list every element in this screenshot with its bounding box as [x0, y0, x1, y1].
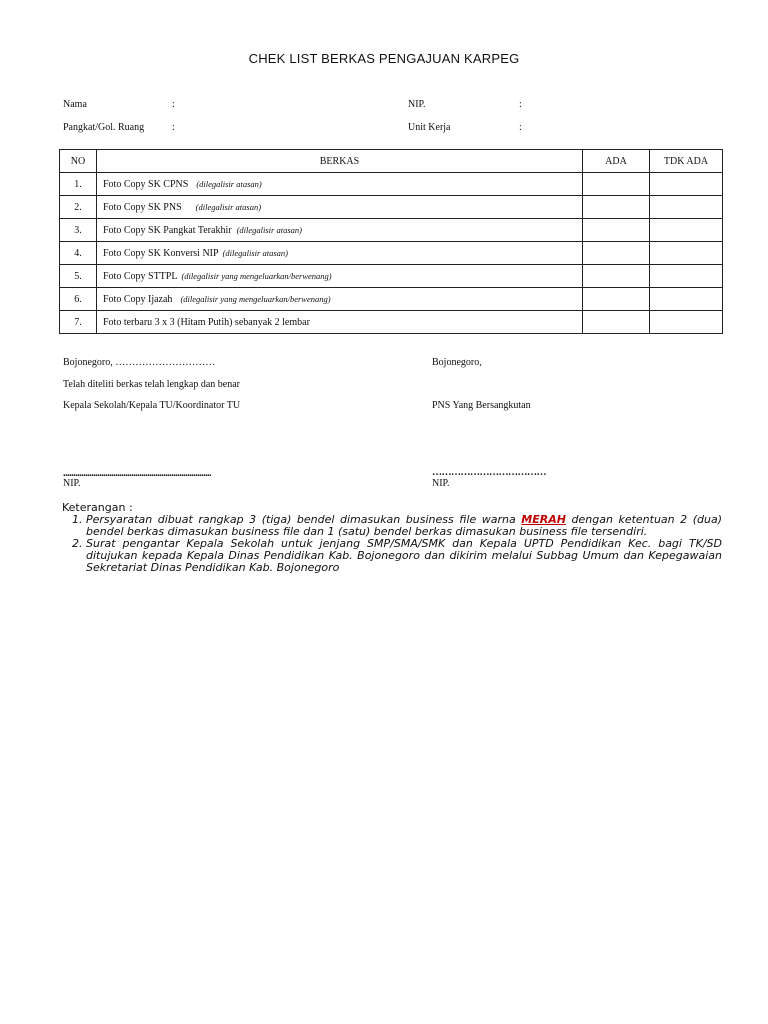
header-no: NO — [60, 150, 97, 173]
header-ada: ADA — [583, 150, 650, 173]
row-text: Foto Copy SK CPNS — [103, 178, 189, 190]
ada-cell[interactable] — [583, 311, 650, 334]
row-text: Foto Copy SK Konversi NIP — [103, 247, 219, 259]
row-note: (dilegalisir atasan) — [196, 178, 262, 189]
tdk-ada-cell[interactable] — [650, 219, 723, 242]
ada-cell[interactable] — [583, 242, 650, 265]
merah-highlight: MERAH — [521, 513, 566, 526]
table-row — [60, 219, 723, 242]
row-text: Foto Copy Ijazah — [103, 293, 173, 305]
table-header-row — [60, 150, 723, 173]
table-row — [60, 196, 723, 219]
ada-cell[interactable] — [583, 196, 650, 219]
ada-cell[interactable] — [583, 173, 650, 196]
unit-kerja-label: Unit Kerja — [408, 122, 451, 133]
ada-cell[interactable] — [583, 265, 650, 288]
keterangan-label: Keterangan : — [62, 501, 133, 514]
row-note: (dilegalisir yang mengeluarkan/berwenang) — [181, 270, 332, 281]
header-tdk-ada: TDK ADA — [650, 150, 723, 173]
row-number: 5. — [60, 265, 97, 288]
item1-before: Persyaratan dibuat rangkap 3 (tiga) bendel dimasukan business file warna — [86, 513, 516, 526]
keterangan-item-1 — [86, 514, 722, 538]
row-item — [97, 196, 583, 219]
row-number: 6. — [60, 288, 97, 311]
row-item — [97, 219, 583, 242]
nama-colon: : — [172, 99, 175, 110]
table-row — [60, 288, 723, 311]
tdk-ada-cell[interactable] — [650, 311, 723, 334]
table-row — [60, 311, 723, 334]
row-text: Foto terbaru 3 x 3 (Hitam Putih) sebanyak 2 lembar — [103, 316, 310, 328]
row-note: (dilegalisir atasan) — [195, 201, 262, 212]
tdk-ada-cell[interactable] — [650, 288, 723, 311]
nip-label: NIP. — [408, 99, 426, 110]
page-title: CHEK LIST BERKAS PENGAJUAN KARPEG — [248, 51, 520, 66]
row-note: (dilegalisir atasan) — [236, 224, 302, 235]
tdk-ada-cell[interactable] — [650, 173, 723, 196]
tdk-ada-cell[interactable] — [650, 196, 723, 219]
row-item — [97, 173, 583, 196]
ada-cell[interactable] — [583, 219, 650, 242]
table-row — [60, 265, 723, 288]
right-place: Bojonegoro, — [432, 357, 482, 368]
row-note: (dilegalisir atasan) — [222, 247, 288, 258]
right-nip-label: NIP. — [432, 478, 450, 489]
row-item — [97, 242, 583, 265]
row-number: 4. — [60, 242, 97, 265]
berkas-table — [59, 149, 723, 334]
keterangan-item-2: 2. Surat pengantar Kepala Sekolah untuk jenjang SMP/SMA/SMK dan Kepala UPTD Pendidikan Kec. bagi TK/SD ditujukan kepada Kepala Dinas Pendidikan Kab. Bojonegoro dan dikirim melalui Subbag Umum dan Kepegawaian Sekretariat Dinas Pendidikan Kab. Bojonegoro — [86, 538, 722, 574]
right-role: PNS Yang Bersangkutan — [432, 400, 531, 411]
unit-kerja-colon: : — [519, 122, 522, 133]
tdk-ada-cell[interactable] — [650, 265, 723, 288]
left-signature-line: .......................................................................... — [63, 468, 211, 479]
row-item — [97, 288, 583, 311]
ada-cell[interactable] — [583, 288, 650, 311]
row-text: Foto Copy SK Pangkat Terakhir — [103, 224, 232, 236]
pangkat-colon: : — [172, 122, 175, 133]
table-row — [60, 173, 723, 196]
item1-after: dengan ketentuan 2 (dua) bendel berkas dimasukan business file dan 1 (satu) bendel berkas dimasukan business file tersendiri. — [86, 513, 723, 538]
row-number: 3. — [60, 219, 97, 242]
row-number: 1. — [60, 173, 97, 196]
nama-label: Nama — [63, 99, 87, 110]
keterangan-section — [62, 502, 722, 574]
row-item — [97, 265, 583, 288]
table-row — [60, 242, 723, 265]
left-place-date: Bojonegoro, ………………………… — [63, 357, 216, 368]
row-note: (dilegalisir yang mengeluarkan/berwenang) — [180, 293, 331, 304]
row-number: 2. — [60, 196, 97, 219]
row-text: Foto Copy STTPL — [103, 270, 178, 282]
keterangan-list — [62, 514, 722, 574]
row-text: Foto Copy SK PNS — [103, 201, 182, 213]
pangkat-label: Pangkat/Gol. Ruang — [63, 122, 145, 133]
header-berkas: BERKAS — [97, 150, 583, 173]
left-nip-label: NIP. — [63, 478, 81, 489]
row-number: 7. — [60, 311, 97, 334]
left-role: Kepala Sekolah/Kepala TU/Koordinator TU — [63, 400, 241, 411]
right-signature-line: ……………………………… — [432, 467, 546, 478]
nip-colon: : — [519, 99, 522, 110]
left-checked-text: Telah diteliti berkas telah lengkap dan benar — [63, 379, 241, 390]
tdk-ada-cell[interactable] — [650, 242, 723, 265]
row-item — [97, 311, 583, 334]
